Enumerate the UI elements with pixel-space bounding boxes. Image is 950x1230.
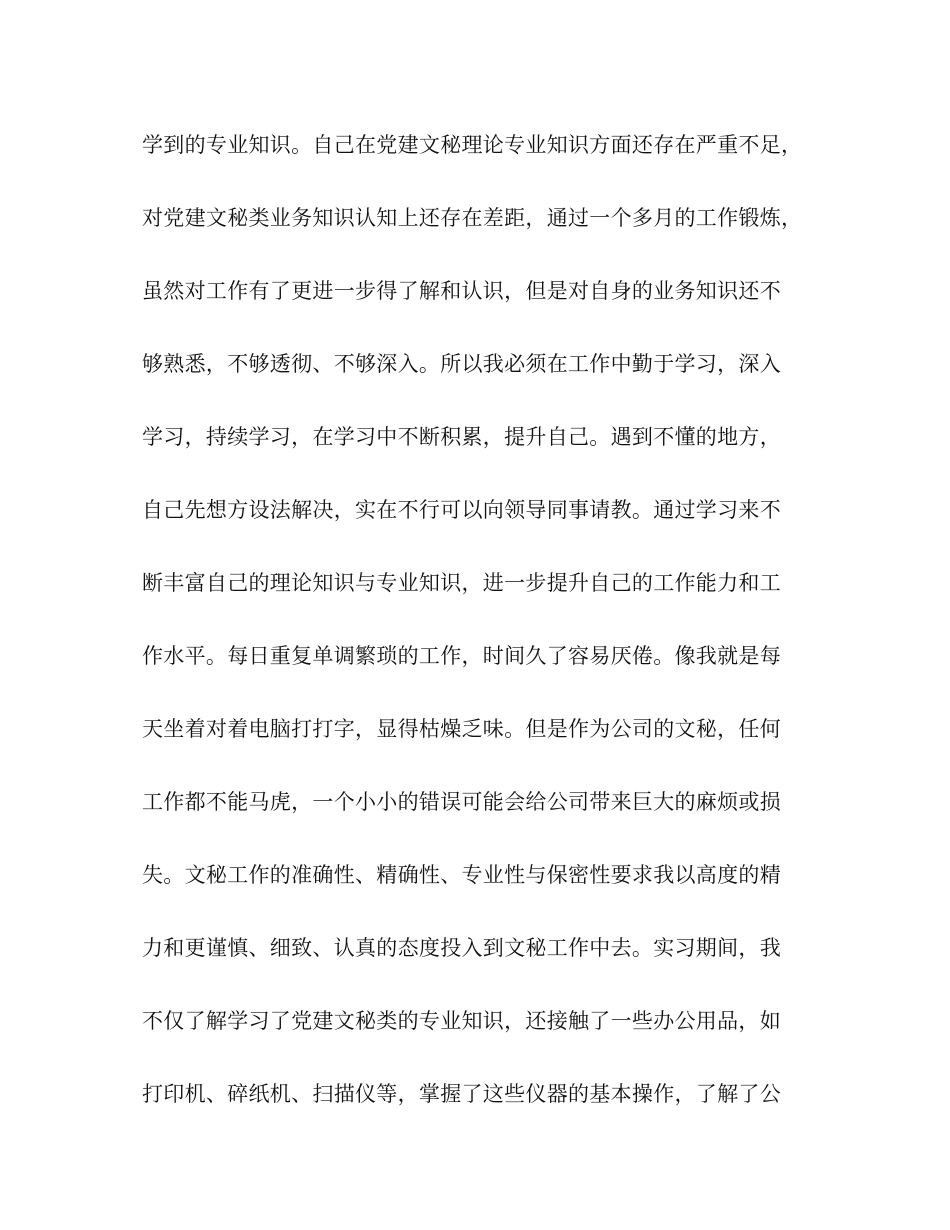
text-line: 工作都不能马虎，一个小小的错误可能会给公司带来巨大的麻烦或损: [142, 790, 781, 814]
text-line: 够熟悉，不够透彻、不够深入。所以我必须在工作中勤于学习，深入: [142, 352, 781, 376]
text-line: 天坐着对着电脑打打字，显得枯燥乏味。但是作为公司的文秘，任何: [142, 717, 781, 741]
text-line: 虽然对工作有了更进一步得了解和认识，但是对自身的业务知识还不: [142, 279, 781, 303]
text-line: 自己先想方设法解决，实在不行可以向领导同事请教。通过学习来不: [142, 498, 781, 522]
text-line: 作水平。每日重复单调繁琐的工作，时间久了容易厌倦。像我就是每: [142, 644, 781, 668]
text-line: 断丰富自己的理论知识与专业知识，进一步提升自己的工作能力和工: [142, 571, 781, 595]
text-line: 失。文秘工作的准确性、精确性、专业性与保密性要求我以高度的精: [142, 863, 781, 887]
text-line: 不仅了解学习了党建文秘类的专业知识，还接触了一些办公用品，如: [142, 1009, 781, 1033]
text-line: 力和更谨慎、细致、认真的态度投入到文秘工作中去。实习期间，我: [142, 936, 781, 960]
text-line: 学到的专业知识。自己在党建文秘理论专业知识方面还存在严重不足，: [142, 133, 803, 157]
body-paragraph: [142, 125, 842, 1147]
text-line: 对党建文秘类业务知识认知上还存在差距，通过一个多月的工作锻炼，: [142, 206, 803, 230]
text-line: 打印机、碎纸机、扫描仪等，掌握了这些仪器的基本操作，了解了公: [142, 1082, 781, 1106]
text-line: 学习，持续学习，在学习中不断积累，提升自己。遇到不懂的地方，: [142, 425, 781, 449]
